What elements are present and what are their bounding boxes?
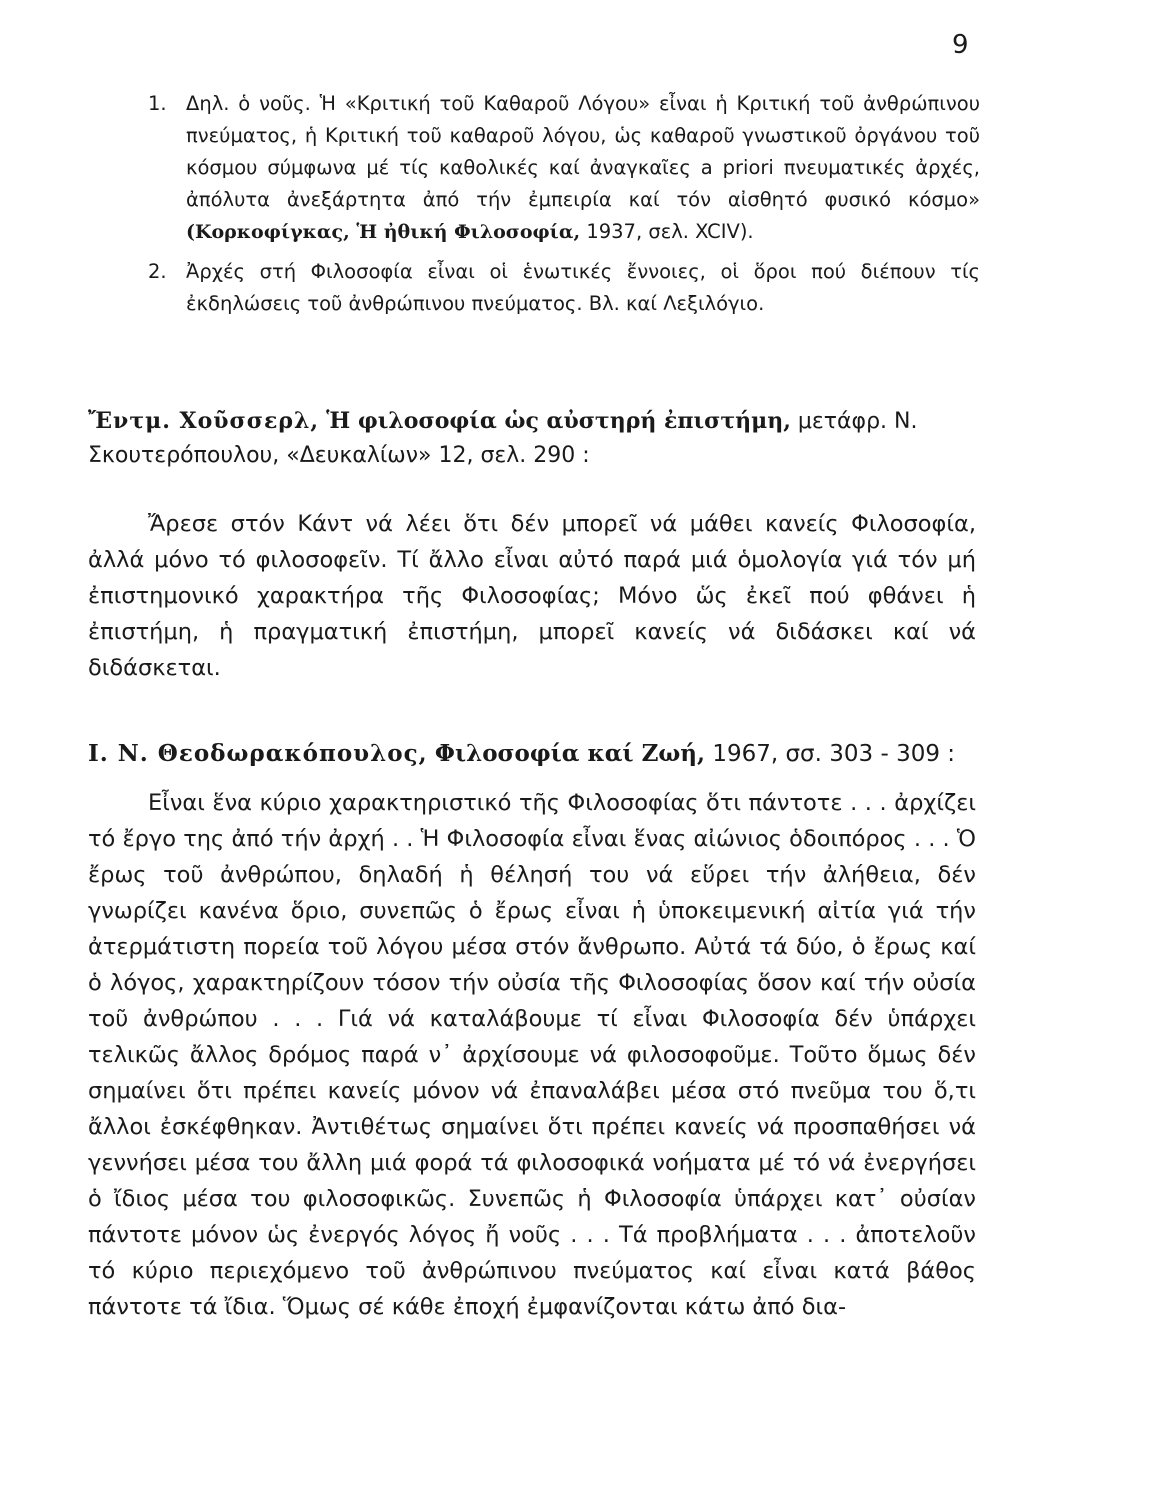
excerpt-author: Ι. Ν. Θεοδωρακόπουλος, (88, 740, 428, 767)
excerpt-source: 1967, σσ. 303 - 309 : (712, 741, 956, 767)
excerpt-paragraph: Ἄρεσε στόν Κάντ νά λέει ὅτι δέν μπορεῖ νά μάθει κανείς Φιλοσοφία, ἀλλά μόνο τό φιλοσοφεῖν. Τί ἄλλο εἶναι αὐτό παρά μιά ὁμολογία γιά τόν μή ἐπιστημονικό χαρακτήρα τῆς Φιλοσοφίας; Μόνο ὥς ἐκεῖ πού φθάνει ἡ ἐπιστήμη, ἡ πραγματική ἐπιστήμη, μπορεῖ κανείς νά διδάσκει καί νά διδάσκεται. (88, 511, 976, 681)
excerpt-title: Φιλοσοφία καί Ζωή, (434, 740, 705, 767)
footnote-2 (148, 256, 980, 320)
page-number: 9 (952, 30, 969, 60)
excerpt-title: Ἡ φιλοσοφία ὡς αὐστηρή ἐπιστήμη, (326, 408, 791, 434)
excerpt-paragraph: Εἶναι ἕνα κύριο χαρακτηριστικό τῆς Φιλοσοφίας ὅτι πάντοτε . . . ἀρχίζει τό ἔργο της ἀπό τήν ἀρχή . . Ἡ Φιλοσοφία εἶναι ἕνας αἰώνιος ὁδοιπόρος . . . Ὁ ἔρως τοῦ ἀνθρώπου, δηλαδή ἡ θέλησή του νά εὕρει τήν ἀλήθεια, δέν γνωρίζει κανένα ὅριο, συνεπῶς ὁ ἔρως εἶναι ἡ ὑποκειμενική αἰτία γιά τήν ἀτερμάτιστη πορεία τοῦ λόγου μέσα στόν ἄνθρωπο. Αὐτά τά δύο, ὁ ἔρως καί ὁ λόγος, χαρακτηρίζουν τόσον τήν οὐσία τῆς Φιλοσοφίας ὅσον καί τήν οὐσία τοῦ ἀνθρώπου . . . Γιά νά καταλάβουμε τί εἶναι Φιλοσοφία δέν ὑπάρχει τελικῶς ἄλλος δρόμος παρά ν᾽ ἀρχίσουμε νά φιλοσοφοῦμε. Τοῦτο ὅμως δέν σημαίνει ὅτι πρέπει κανείς μόνον νά ἐπαναλάβει μέσα στό πνεῦμα του ὅ,τι ἄλλοι ἐσκέφθηκαν. Ἀντιθέτως σημαίνει ὅτι πρέπει κανείς νά προσπαθήσει νά γεννήσει μέσα του ἄλλη μιά φορά τά φιλοσοφικά νοήματα μέ τό νά ἐνεργήσει ὁ ἴδιος μέσα του φιλοσοφικῶς. Συνεπῶς ἡ Φιλοσοφία ὑπάρχει κατ᾽ οὐσίαν πάντοτε μόνον ὡς ἐνεργός λόγος ἤ νοῦς . . . Τά προβλήματα . . . ἀποτελοῦν τό κύριο περιεχόμενο τοῦ ἀνθρώπινου πνεύματος καί εἶναι κατά βάθος πάντοτε τά ἴδια. Ὅμως σέ κάθε ἐποχή ἐμφανίζονται κάτω ἀπό δια- (88, 790, 976, 1320)
excerpt-heading-theodorakopoulos (88, 737, 978, 771)
footnote-text: Δηλ. ὁ νοῦς. Ἡ «Κριτική τοῦ Καθαροῦ Λόγου» εἶναι ἡ Κριτική τοῦ ἀνθρώπινου πνεύματος, ἡ Κριτική τοῦ καθαροῦ λόγου, ὡς καθαροῦ γνωστικοῦ ὀργάνου τοῦ κόσμου σύμφωνα μέ τίς καθολικές καί ἀναγκαῖες a priori πνευματικές ἀρχές, ἀπόλυτα ἀνεξάρτητα ἀπό τήν ἐμπειρία καί τόν αἰσθητό φυσικό κόσμο» (186, 92, 980, 211)
footnotes-section (148, 88, 980, 320)
excerpt-author: Ἔντμ. Χοῦσσερλ, (88, 408, 320, 434)
footnote-text: Ἀρχές στή Φιλοσοφία εἶναι οἱ ἑνωτικές ἔννοιες, οἱ ὅροι πού διέπουν τίς ἐκδηλώσεις τοῦ ἀνθρώπινου πνεύματος. Βλ. καί Λεξιλόγιο. (186, 260, 980, 315)
footnote-reference: 1937, σελ. XCIV). (580, 220, 754, 243)
excerpt-heading-husserl (88, 404, 978, 473)
footnote-number: 2. (148, 260, 167, 283)
footnote-number: 1. (148, 92, 167, 115)
excerpt-text-husserl (88, 506, 976, 686)
excerpt-text-theodorakopoulos (88, 785, 976, 1325)
excerpt-source: μετάφρ. Ν. Σκουτερόπουλου, «Δευκαλίων» 12, σελ. 290 : (88, 409, 918, 468)
footnote-1 (148, 88, 980, 248)
footnote-reference-bold: (Κορκοφίγκας, Ἡ ἠθική Φιλοσοφία, (186, 221, 581, 243)
